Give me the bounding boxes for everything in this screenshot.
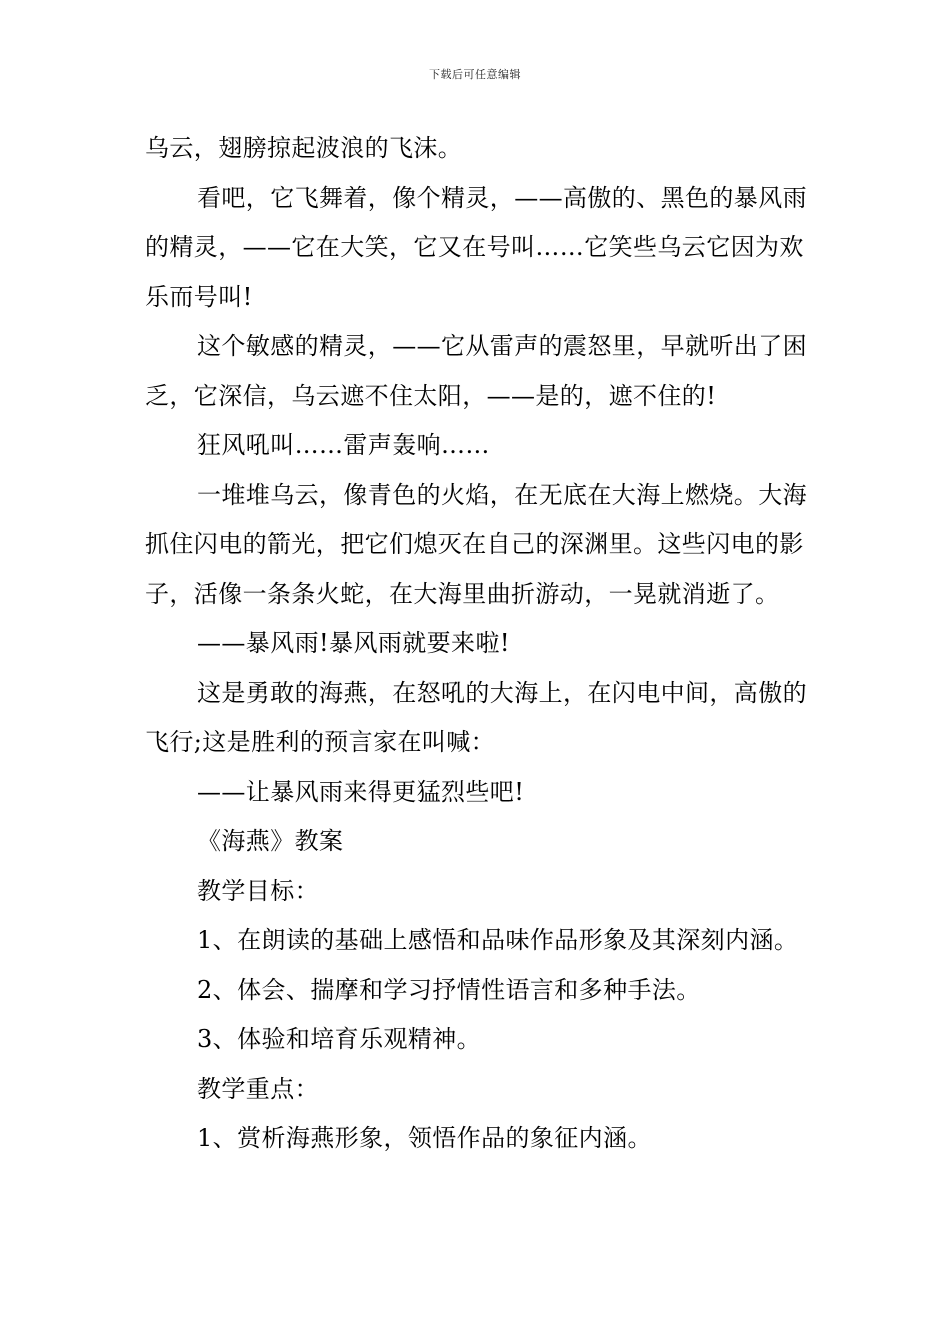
document-body bbox=[145, 124, 810, 1164]
paragraph: 这是勇敢的海燕，在怒吼的大海上，在闪电中间，高傲的飞行;这是胜利的预言家在叫喊： bbox=[145, 678, 807, 756]
paragraph: ——暴风雨!暴风雨就要来啦! bbox=[197, 629, 510, 657]
list-item: 1、在朗读的基础上感悟和品味作品形象及其深刻内涵。 bbox=[197, 926, 799, 954]
paragraph: 这个敏感的精灵，——它从雷声的震怒里，早就听出了困乏，它深信，乌云遮不住太阳，——是的，遮不住的! bbox=[145, 332, 807, 410]
lesson-title: 《海燕》教案 bbox=[197, 827, 344, 855]
section-heading: 教学目标： bbox=[197, 876, 319, 905]
paragraph: 狂风吼叫……雷声轰响…… bbox=[197, 431, 490, 459]
page-header-note: 下载后可任意编辑 bbox=[429, 68, 521, 81]
paragraph: ——让暴风雨来得更猛烈些吧! bbox=[197, 777, 525, 806]
list-item: 3、体验和培育乐观精神。 bbox=[197, 1025, 482, 1053]
paragraph: 看吧，它飞舞着，像个精灵，——高傲的、黑色的暴风雨的精灵，——它在大笑，它又在号叫……它笑些乌云它因为欢乐而号叫! bbox=[145, 183, 807, 311]
paragraph: 乌云，翅膀掠起波浪的飞沫。 bbox=[145, 134, 463, 162]
paragraph: 一堆堆乌云，像青色的火焰，在无底在大海上燃烧。大海抓住闪电的箭光，把它们熄灭在自己的深渊里。这些闪电的影子，活像一条条火蛇，在大海里曲折游动，一晃就消逝了。 bbox=[145, 480, 807, 608]
list-item: 2、体会、揣摩和学习抒情性语言和多种手法。 bbox=[197, 975, 701, 1004]
section-heading: 教学重点： bbox=[197, 1074, 319, 1103]
list-item: 1、赏析海燕形象，领悟作品的象征内涵。 bbox=[197, 1124, 652, 1152]
